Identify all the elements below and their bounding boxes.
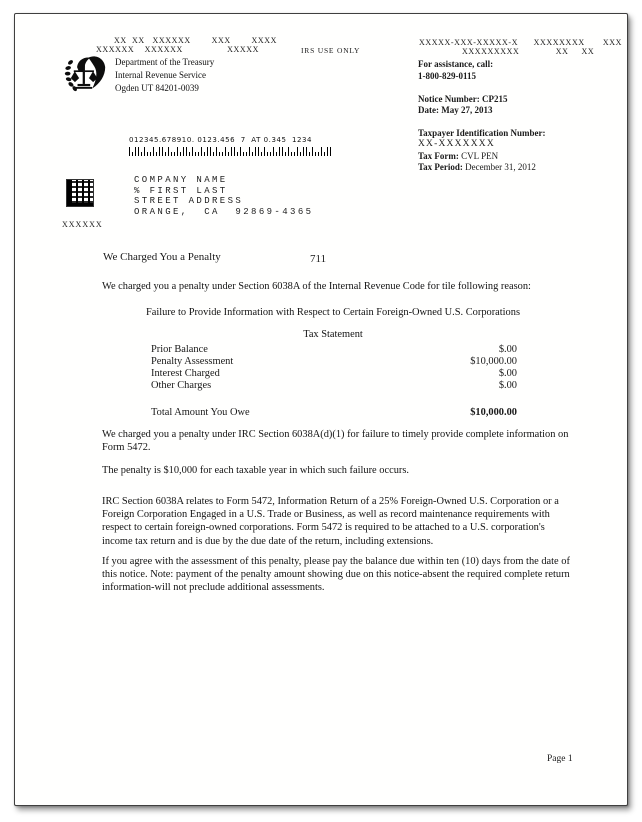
table-row (151, 344, 517, 356)
notice-number-value: CP215 (481, 94, 508, 104)
tax-form-label: Tax Form: (418, 151, 459, 161)
irs-use-only-label: IRS USE ONLY (301, 46, 361, 55)
assistance-phone: 1-800-829-0115 (418, 71, 476, 81)
row-label-penalty-assessment: Penalty Assessment (151, 356, 234, 367)
row-amount-other-charges: $.00 (498, 380, 517, 391)
agency-line-irs: Internal Revenue Service (115, 70, 206, 80)
paragraph-irc-6038a-d1: We charged you a penalty under IRC Section 6038A(d)(1) for failure to timely provide complete information on Form 5472. (102, 429, 569, 454)
notice-page (14, 13, 628, 806)
notice-date-value: May 27, 2013 (441, 105, 493, 115)
total-amount: $10,000.00 (470, 407, 517, 418)
masked-notice-code-line-2: XXXXXXXXX XX XX (462, 47, 595, 56)
penalty-intro-paragraph: We charged you a penalty under Section 6038A of the Internal Revenue Code for tile following reason: (102, 281, 531, 292)
datamatrix-barcode (67, 180, 93, 206)
notice-number-label: Notice Number: (418, 94, 480, 104)
recipient-street: STREET ADDRESS (134, 196, 244, 206)
tin-value: XX-XXXXXXX (418, 139, 495, 149)
tax-period-label: Tax Period: (418, 162, 463, 172)
tax-form-row (418, 151, 498, 162)
paragraph-penalty-amount: The penalty is $10,000 for each taxable year in which such failure occurs. (102, 465, 409, 476)
paragraph-payment-instructions: If you agree with the assessment of this penalty, please pay the balance due within ten (10) days from the date of this notice. Note: payment of the penalty amount showing due on this notice-absent the required complete return information-will not preclude additional assessments. (102, 556, 570, 594)
irs-eagle-logo (63, 53, 108, 103)
tax-form-value: CVL PEN (461, 151, 499, 161)
masked-notice-code-line-1: XXXXX-XXX-XXXXX-X XXXXXXXX XXX (419, 38, 623, 47)
total-label: Total Amount You Owe (151, 407, 250, 418)
penalty-reason-line: Failure to Provide Information with Respect to Certain Foreign-Owned U.S. Corporations (145, 307, 520, 318)
notice-date-label: Date: (418, 105, 439, 115)
agency-line-treasury: Department of the Treasury (115, 57, 215, 67)
recipient-name: COMPANY NAME (134, 175, 228, 185)
row-amount-prior-balance: $.00 (498, 344, 517, 355)
notice-number-row (418, 94, 507, 105)
row-label-interest-charged: Interest Charged (151, 368, 220, 379)
agency-block (115, 56, 214, 95)
page-number: Page 1 (547, 754, 573, 764)
table-row (151, 380, 517, 392)
table-row (151, 356, 517, 368)
tax-statement-table (151, 344, 517, 419)
recipient-address-block (134, 175, 313, 217)
masked-margin-code: XXXXXX (62, 220, 103, 229)
mail-scanline: 012345.678910. 0123.456 7 AT 0.345 1234 (129, 136, 313, 144)
row-label-prior-balance: Prior Balance (151, 344, 208, 355)
recipient-city-state-zip: ORANGE, CA 92869-4365 (134, 206, 314, 217)
notice-date-row (418, 105, 493, 116)
tax-period-row (418, 162, 536, 173)
tax-statement-title: Tax Statement (303, 329, 363, 340)
tax-period-value: December 31, 2012 (465, 162, 536, 172)
agency-line-city: Ogden UT 84201-0039 (115, 83, 199, 93)
table-row (151, 368, 517, 380)
row-label-other-charges: Other Charges (151, 380, 212, 391)
row-amount-penalty-assessment: $10,000.00 (470, 356, 517, 367)
table-total-row (151, 407, 517, 419)
assistance-label: For assistance, call: (418, 59, 494, 69)
masked-routing-line-2: XXXXXX XXXXXX XXXXX (96, 45, 260, 54)
masked-routing-line-1: XX XX XXXXXX XXX XXXX (114, 36, 278, 45)
row-amount-interest-charged: $.00 (498, 368, 517, 379)
recipient-care-of: % FIRST LAST (134, 185, 228, 196)
tin-label: Taxpayer Identification Number: (418, 128, 546, 138)
notice-title: We Charged You a Penalty (103, 251, 221, 263)
postal-barcode (129, 147, 333, 157)
paragraph-form-5472-details: IRC Section 6038A relates to Form 5472, Information Return of a 25% Foreign-Owned U.S. Corporation or a Foreign Corporation Engaged in a U.S. Trade or Business, as well as record maintenance requirements with respect to certain foreign-owned corporations. Form 5472 is required to be attached to a U.S. corporation's income tax return and is due by the due date of the return, including extensions. (102, 496, 559, 547)
notice-title-code: 711 (310, 253, 327, 265)
